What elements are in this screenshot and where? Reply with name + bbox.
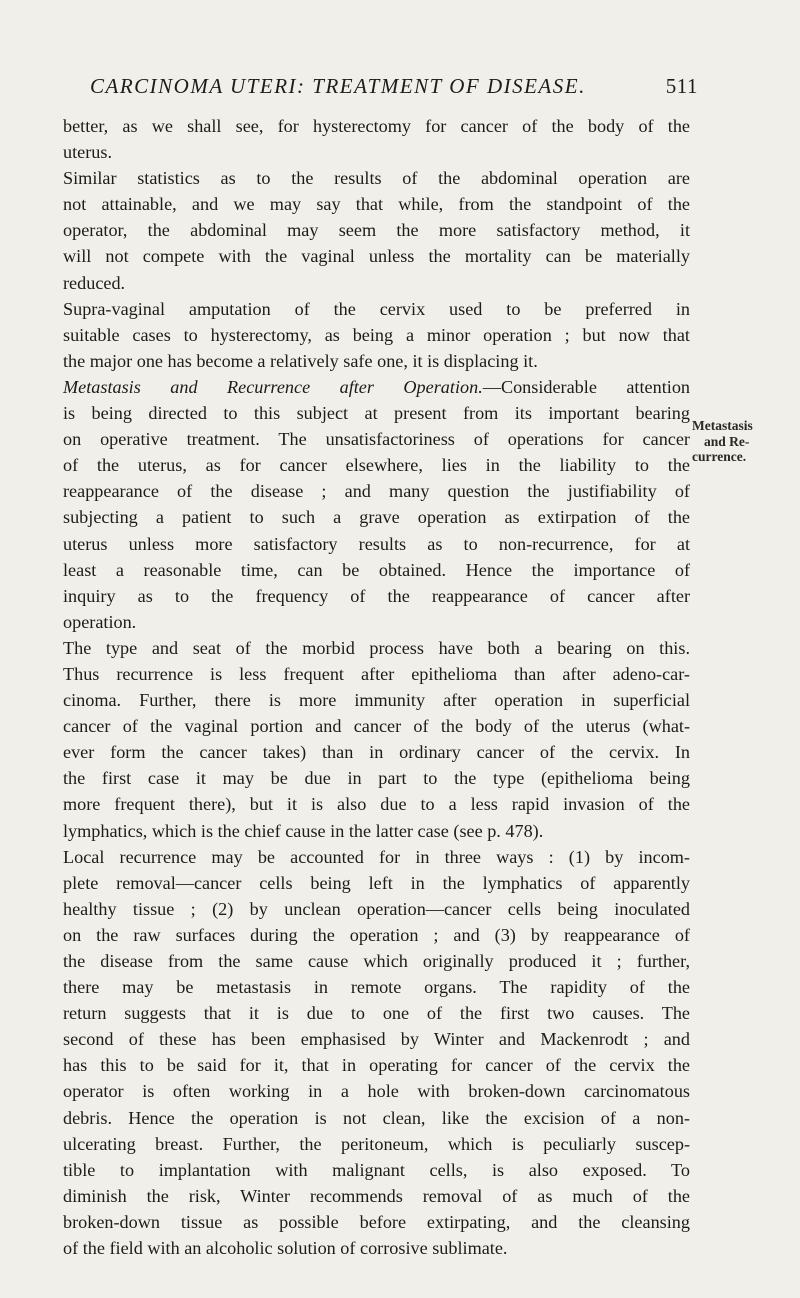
text-line: tible to implantation with malignant cells, is also exposed. To xyxy=(63,1159,690,1180)
text-line: cancer of the vaginal portion and cancer of the body of the uterus (what- xyxy=(63,716,690,737)
margin-note-line: and Re- xyxy=(704,433,750,449)
text-line: cinoma. Further, there is more immunity after operation in superficial xyxy=(63,690,690,711)
text-line: ulcerating breast. Further, the peritoneum, which is peculiarly suscep- xyxy=(63,1133,690,1154)
text-line: there may be metastasis in remote organs. The rapidity of the xyxy=(63,977,690,998)
text-line: The type and seat of the morbid process have both a bearing on this. xyxy=(63,637,690,658)
text-line: inquiry as to the frequency of the reappearance of cancer after xyxy=(63,585,690,606)
text-line: operator, the abdominal may seem the more satisfactory method, it xyxy=(63,220,690,241)
page-number: 511 xyxy=(665,74,698,98)
page-header xyxy=(90,74,698,108)
section-heading-line xyxy=(63,374,690,400)
text-line: reappearance of the disease ; and many question the justifiability of xyxy=(63,481,690,502)
text-line: plete removal—cancer cells being left in the lymphatics of apparently xyxy=(63,872,690,893)
text-line: return suggests that it is due to one of the first two causes. The xyxy=(63,1003,690,1024)
text-line: operation. xyxy=(63,611,137,632)
text-line: reduced. xyxy=(63,272,126,293)
text-line: suitable cases to hysterectomy, as being a minor operation ; but now that xyxy=(63,324,690,345)
paragraph xyxy=(63,296,690,374)
text-line: more frequent there), but it is also due to a less rapid invasion of the xyxy=(63,794,690,815)
text-line: ever form the cancer takes) than in ordinary cancer of the cervix. In xyxy=(63,742,690,763)
paragraph xyxy=(63,165,690,295)
section-heading: Metastasis and Recurrence after Operation. xyxy=(63,376,483,397)
text-line: on the raw surfaces during the operation ; and (3) by reappearance of xyxy=(63,924,690,945)
text-line: debris. Hence the operation is not clean, like the excision of a non- xyxy=(63,1107,690,1128)
text-line: second of these has been emphasised by Winter and Mackenrodt ; and xyxy=(63,1029,690,1050)
text-line: broken-down tissue as possible before extirpating, and the cleansing xyxy=(63,1211,690,1232)
margin-note-line: currence. xyxy=(692,449,747,464)
margin-note-line: Metastasis xyxy=(692,418,753,433)
heading-continuation: —Considerable attention xyxy=(482,376,691,397)
text-line: on operative treatment. The unsatisfactoriness of operations for cancer xyxy=(63,429,690,450)
paragraph xyxy=(63,374,690,635)
text-line: least a reasonable time, can be obtained. Hence the importance of xyxy=(63,559,690,580)
text-line: healthy tissue ; (2) by unclean operation—cancer cells being inoculated xyxy=(63,898,690,919)
text-line: the major one has become a relatively safe one, it is displacing it. xyxy=(63,350,538,371)
text-line: has this to be said for it, that in operating for cancer of the cervix the xyxy=(63,1055,690,1076)
text-line: subjecting a patient to such a grave operation as extirpation of the xyxy=(63,507,690,528)
paragraph xyxy=(63,113,690,165)
paragraph xyxy=(63,635,690,844)
text-line: uterus unless more satisfactory results as to non-recurrence, for at xyxy=(63,533,690,554)
text-line: of the field with an alcoholic solution of corrosive sublimate. xyxy=(63,1238,508,1259)
body-text xyxy=(63,113,690,1261)
text-line: Thus recurrence is less frequent after epithelioma than after adeno-car- xyxy=(63,663,690,684)
text-line: the first case it may be due in part to the type (epithelioma being xyxy=(63,768,690,789)
text-line: is being directed to this subject at present from its important bearing xyxy=(63,403,690,424)
text-line: operator is often working in a hole with broken-down carcinomatous xyxy=(63,1081,690,1102)
text-line: diminish the risk, Winter recommends removal of as much of the xyxy=(63,1185,690,1206)
text-line: uterus. xyxy=(63,142,112,163)
text-line: of the uterus, as for cancer elsewhere, lies in the liability to the xyxy=(63,455,690,476)
text-line: better, as we shall see, for hysterectomy for cancer of the body of the xyxy=(63,116,690,136)
text-line: the disease from the same cause which originally produced it ; further, xyxy=(63,951,690,971)
text-line: Similar statistics as to the results of the abdominal operation are xyxy=(63,168,690,189)
text-line: not attainable, and we may say that while, from the standpoint of the xyxy=(63,194,690,215)
text-line: Local recurrence may be accounted for in three ways : (1) by incom- xyxy=(63,846,690,867)
running-title: CARCINOMA UTERI: TREATMENT OF DISEASE. xyxy=(90,74,586,98)
paragraph xyxy=(63,844,690,1262)
text-line: lymphatics, which is the chief cause in the latter case (see p. 478). xyxy=(63,820,544,841)
text-line: will not compete with the vaginal unless the mortality can be materially xyxy=(63,246,690,267)
margin-note xyxy=(692,418,792,465)
text-line: Supra-vaginal amputation of the cervix used to be preferred in xyxy=(63,298,690,319)
